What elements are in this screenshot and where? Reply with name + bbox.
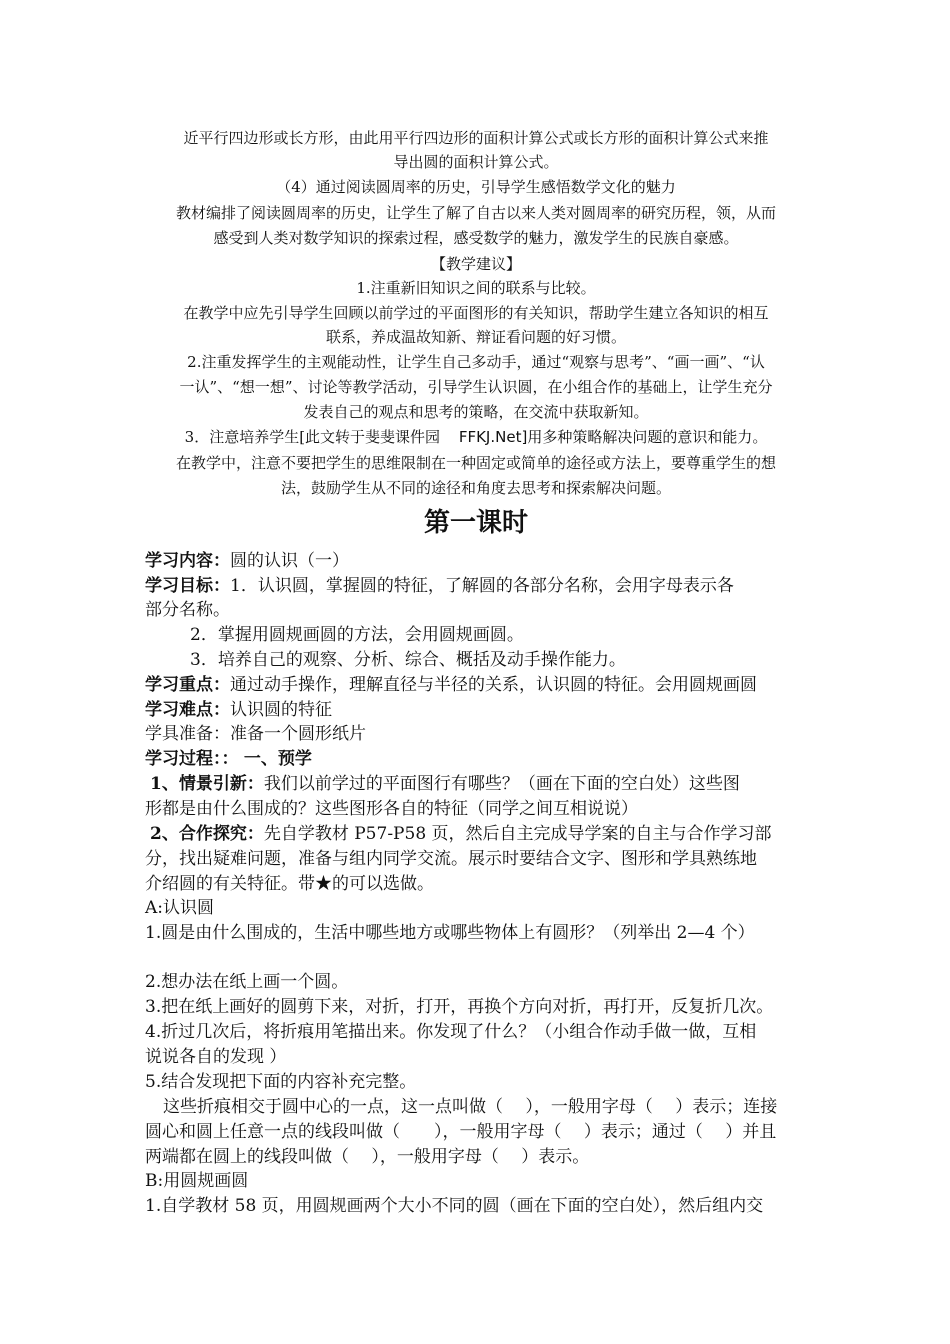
suggestion-1-line-2: 联系，养成温故知新、辩证看问题的好习惯。 (325, 328, 626, 346)
process-item-2-cont-2: 介绍圆的有关特征。带★的可以选做。 (145, 874, 434, 894)
process-item-1 (150, 772, 815, 796)
section-a-heading: A:认识圆 (145, 898, 215, 918)
study-goal-1a: 1．认识圆，掌握圆的特征，了解圆的各部分名称，会用字母表示各 (230, 576, 734, 596)
fill-blank-line-3: 两端都在圆上的线段叫做（ ），一般用字母（ ）表示。 (145, 1147, 590, 1167)
fill-blank-line-2: 圆心和圆上任意一点的线段叫做（ ），一般用字母（ ）表示；通过（ ）并且 (145, 1122, 777, 1142)
section-a-item-4-cont: 说说各自的发现 ） (145, 1047, 287, 1067)
suggestion-3-part-a: 3．注意培养学生[此文转于斐斐课件园 (184, 428, 441, 446)
intro-line-2: 导出圆的面积计算公式。 (393, 153, 559, 171)
key-point-text: 通过动手操作，理解直径与半径的关系，认识圆的特征。会用圆规画圆 (230, 675, 757, 695)
suggestion-2-line-1: 2.注重发挥学生的主观能动性，让学生自己多动手，通过“观察与思考”、“画一画”、“认 (187, 353, 765, 371)
suggestion-2-line-2: 一认”、“想一想”、讨论等教学活动，引导学生认识圆，在小组合作的基础上，让学生充分 (179, 378, 773, 396)
intro-line-3: （4）通过阅读圆周率的历史，引导学生感悟数学文化的魅力 (276, 178, 676, 196)
study-goal-3: 3．培养自己的观察、分析、综合、概括及动手操作能力。 (190, 650, 626, 670)
study-goal-label: 学习目标： (145, 576, 230, 596)
suggestion-3-source: FFKJ.Net] (458, 428, 528, 446)
section-a-item-2: 2.想办法在纸上画一个圆。 (145, 972, 349, 992)
intro-line-1: 近平行四边形或长方形，由此用平行四边形的面积计算公式或长方形的面积计算公式来推 (183, 129, 769, 147)
process-item-1-label: 1、情景引新： (150, 774, 264, 794)
tools-preparation: 学具准备：准备一个圆形纸片 (145, 724, 366, 744)
suggestion-3-line-1: 在教学中，注意不要把学生的思维限制在一种固定或简单的途径或方法上，要尊重学生的想 (175, 454, 776, 472)
study-process (145, 747, 810, 771)
study-process-label: 学习过程：： (145, 749, 239, 769)
section-b-heading: B:用圆规画圆 (145, 1171, 249, 1191)
study-goal (145, 574, 810, 598)
difficult-point-label: 学习难点： (145, 700, 230, 720)
section-a-item-4: 4.折过几次后，将折痕用笔描出来。你发现了什么？（小组合作动手做一做，互相 (145, 1022, 757, 1042)
section-a-item-3: 3.把在纸上画好的圆剪下来，对折，打开，再换个方向对折，再打开，反复折几次。 (145, 997, 774, 1017)
study-content (145, 549, 810, 573)
fill-blank-line-1: 这些折痕相交于圆中心的一点，这一点叫做（ ），一般用字母（ ）表示；连接 (163, 1097, 778, 1117)
study-content-text: 圆的认识（一） (230, 551, 349, 571)
intro-line-5: 感受到人类对数学知识的探索过程，感受数学的魅力，激发学生的民族自豪感。 (213, 229, 739, 247)
lesson-title: 第一课时 (423, 508, 528, 538)
study-content-label: 学习内容： (145, 551, 230, 571)
process-item-1-cont: 形都是由什么围成的？这些图形各自的特征（同学之间互相说说） (145, 799, 638, 819)
process-item-1-text: 我们以前学过的平面图行有哪些？（画在下面的空白处）这些图 (263, 774, 740, 794)
section-a-item-1: 1.圆是由什么围成的，生活中哪些地方或哪些物体上有圆形？（列举出 2—4 个） (145, 923, 755, 943)
suggestion-3-title (140, 425, 812, 449)
difficult-point-text: 认识圆的特征 (230, 700, 332, 720)
teaching-suggestion-heading: 【教学建议】 (430, 255, 521, 273)
suggestion-1-title: 1.注重新旧知识之间的联系与比较。 (356, 279, 596, 297)
suggestion-2-line-3: 发表自己的观点和思考的策略，在交流中获取新知。 (303, 403, 649, 421)
process-item-2 (150, 822, 815, 846)
study-goal-1b: 部分名称。 (145, 600, 230, 620)
suggestion-3-line-2: 法，鼓励学生从不同的途径和角度去思考和探索解决问题。 (280, 479, 671, 497)
section-b-item-1: 1.自学教材 58 页，用圆规画两个大小不同的圆（画在下面的空白处），然后组内交 (145, 1196, 764, 1216)
process-item-2-text: 先自学教材 P57-P58 页，然后自主完成导学案的自主与合作学习部 (263, 824, 772, 844)
intro-line-4: 教材编排了阅读圆周率的历史，让学生了解了自古以来人类对圆周率的研究历程，领，从而 (175, 204, 776, 222)
suggestion-3-part-c: 用多种策略解决问题的意识和能力。 (527, 428, 768, 446)
study-goal-2: 2．掌握用圆规画圆的方法，会用圆规画圆。 (190, 625, 524, 645)
section-a-item-5: 5.结合发现把下面的内容补充完整。 (145, 1072, 417, 1092)
process-item-2-cont-1: 分，找出疑难问题，准备与组内同学交流。展示时要结合文字、图形和学具熟练地 (145, 849, 757, 869)
process-item-2-label: 2、合作探究： (150, 824, 264, 844)
study-process-step: 一、预学 (243, 749, 312, 769)
key-point (145, 673, 810, 697)
key-point-label: 学习重点： (145, 675, 230, 695)
difficult-point (145, 698, 810, 722)
suggestion-1-line-1: 在教学中应先引导学生回顾以前学过的平面图形的有关知识，帮助学生建立各知识的相互 (183, 304, 769, 322)
